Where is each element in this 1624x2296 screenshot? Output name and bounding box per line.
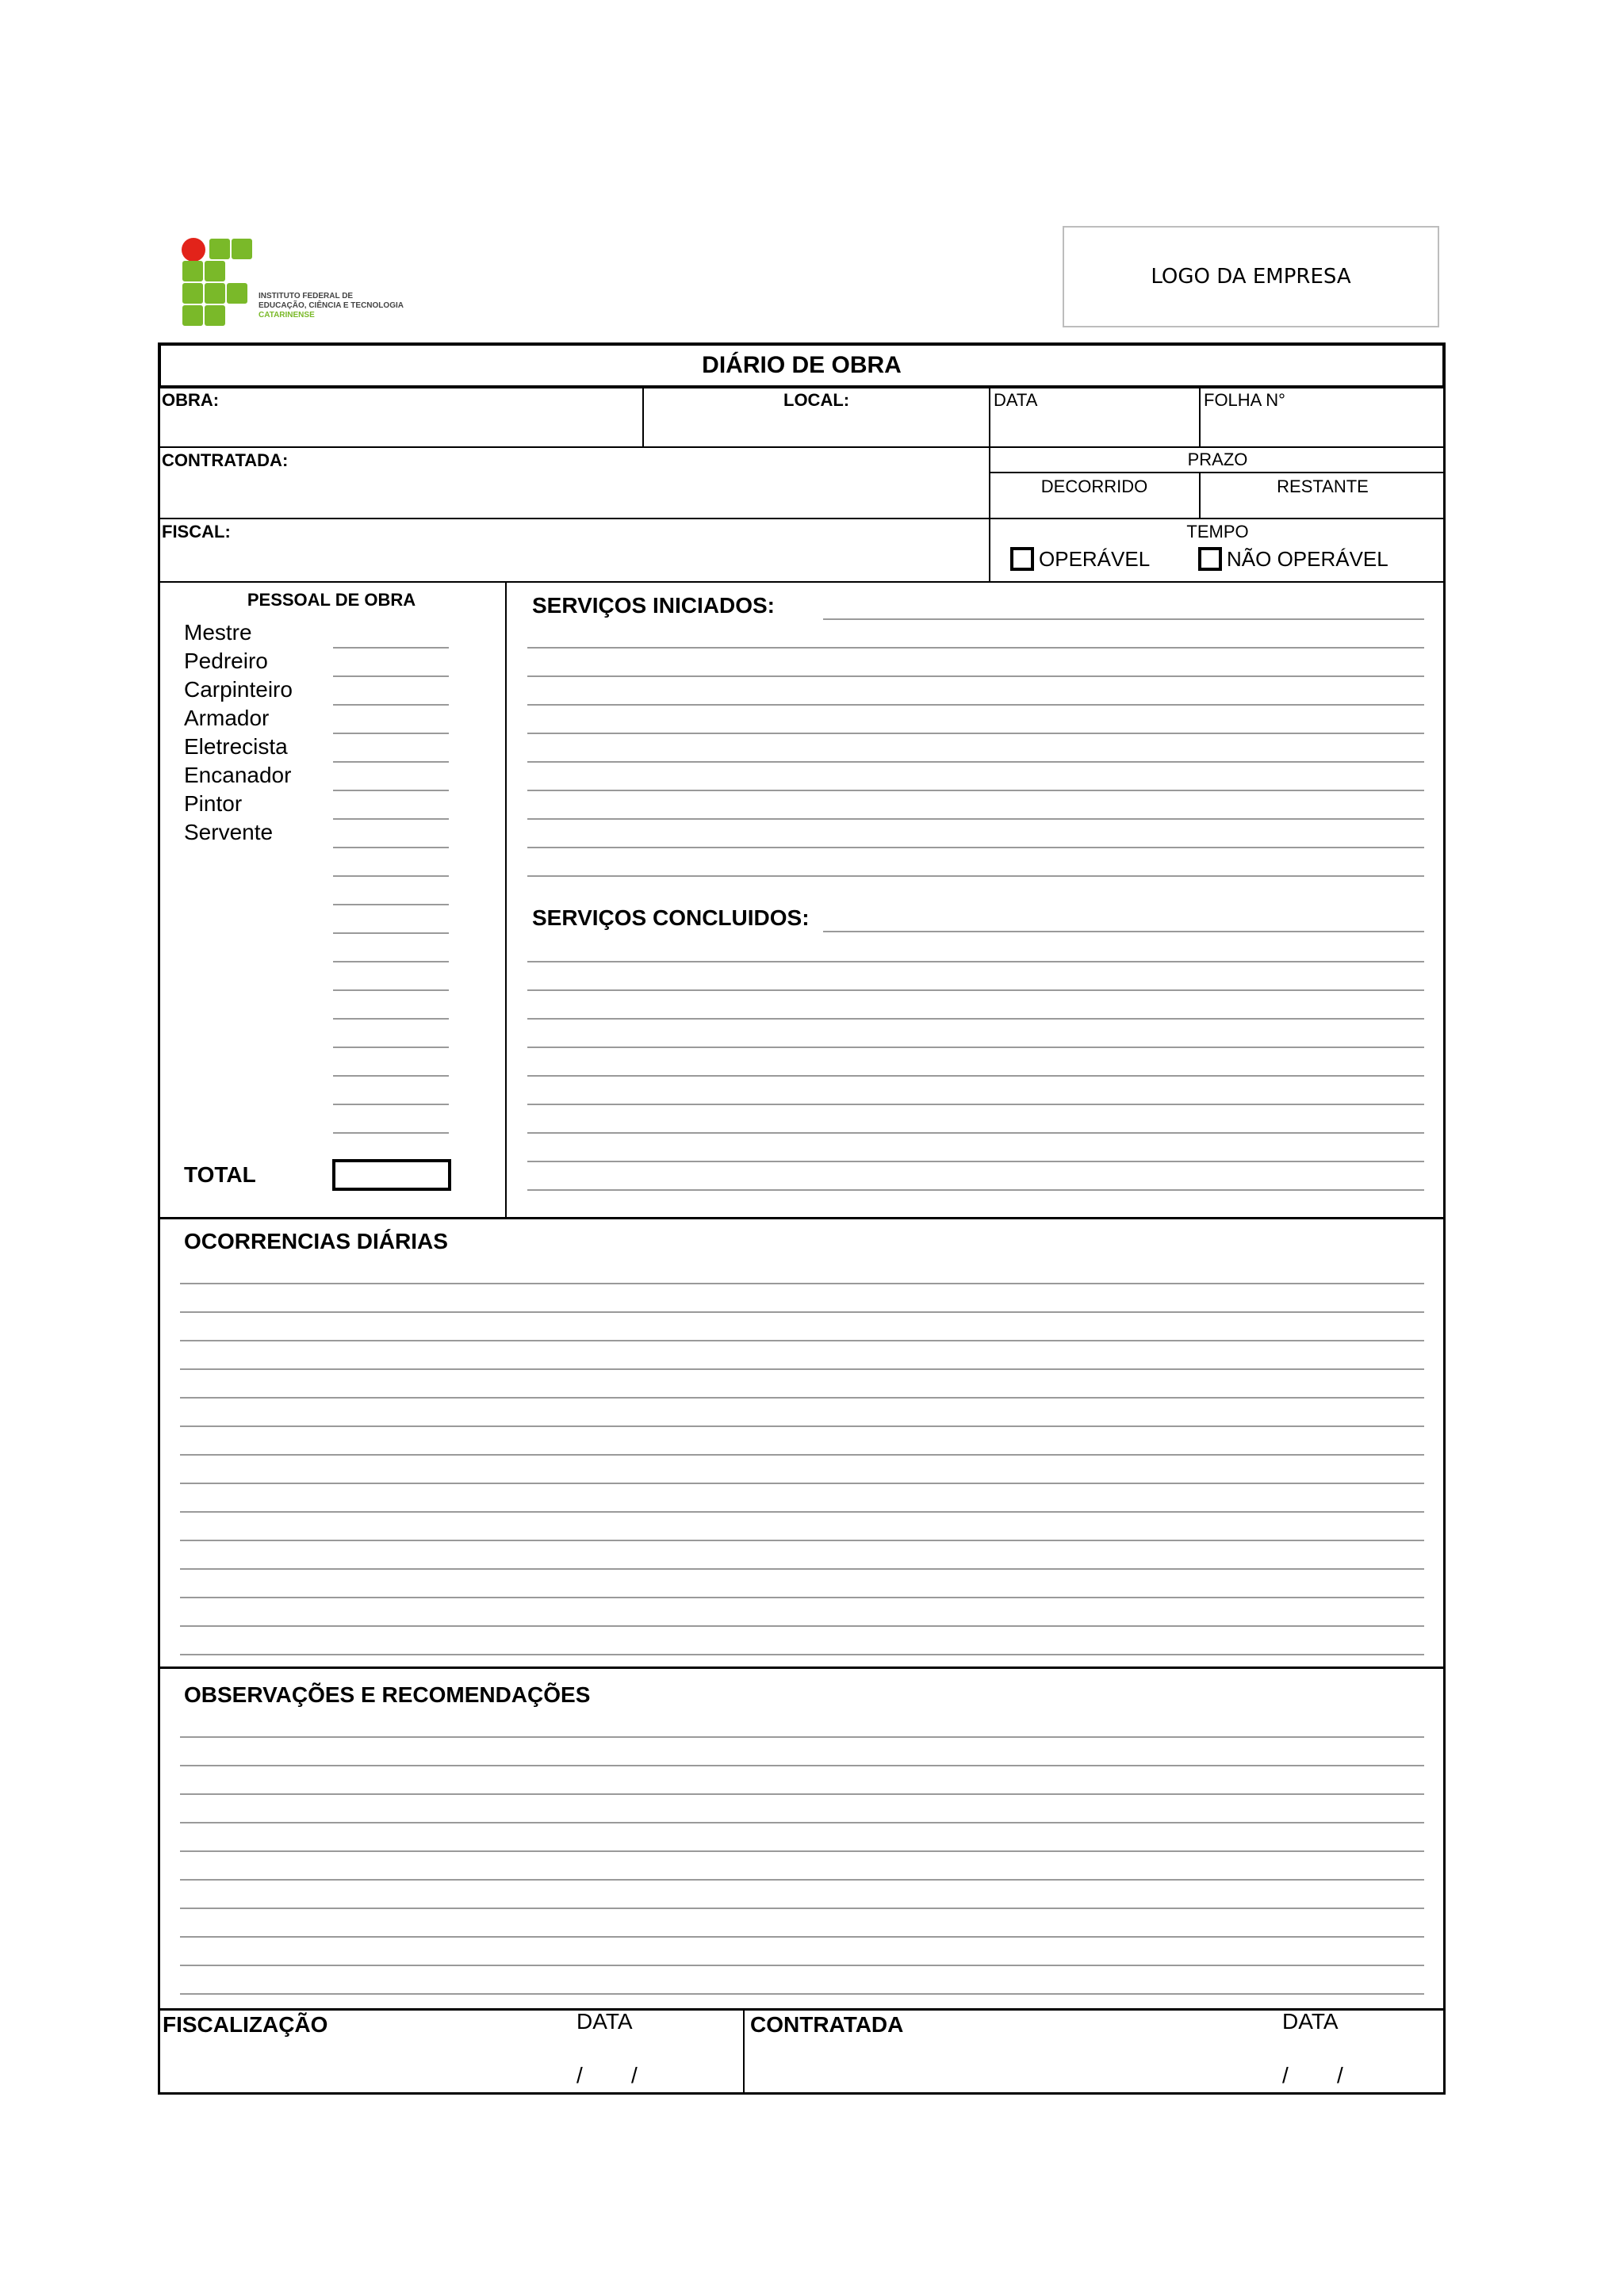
servicos-concluidos-line[interactable] (527, 1189, 1424, 1191)
decorrido-label: DECORRIDO (1040, 476, 1148, 496)
fiscalizacao-date-sep2: / (631, 2063, 638, 2087)
observacoes-title: OBSERVAÇÕES E RECOMENDAÇÕES (184, 1682, 591, 1707)
institute-logo (181, 236, 435, 330)
institute-name-line1: INSTITUTO FEDERAL DE (259, 292, 354, 300)
pessoal-line[interactable] (333, 647, 449, 649)
total-label: TOTAL (184, 1162, 256, 1187)
role-armador: Armador (184, 706, 270, 730)
role-carpinteiro: Carpinteiro (184, 677, 293, 702)
servicos-iniciados-line[interactable] (527, 761, 1424, 763)
pessoal-line[interactable] (333, 961, 449, 962)
observacoes-line[interactable] (180, 1965, 1424, 1966)
restante-label: RESTANTE (1277, 476, 1369, 496)
ocorrencias-line[interactable] (180, 1397, 1424, 1399)
data-label: DATA (994, 390, 1038, 410)
pessoal-line[interactable] (333, 818, 449, 820)
role-pedreiro: Pedreiro (184, 649, 268, 673)
pessoal-line[interactable] (333, 761, 449, 763)
pessoal-roles (184, 618, 293, 847)
servicos-iniciados-line[interactable] (527, 675, 1424, 677)
observacoes-line[interactable] (180, 1936, 1424, 1938)
form-title: DIÁRIO DE OBRA (702, 352, 902, 378)
servicos-concluidos-line[interactable] (527, 1018, 1424, 1020)
nao-operavel-label: NÃO OPERÁVEL (1227, 547, 1388, 571)
servicos-concluidos-line[interactable] (527, 1161, 1424, 1162)
institute-name-line2: EDUCAÇÃO, CIÊNCIA E TECNOLOGIA (259, 301, 404, 310)
ocorrencias-line[interactable] (180, 1654, 1424, 1655)
pessoal-line[interactable] (333, 704, 449, 706)
servicos-iniciados-line[interactable] (527, 704, 1424, 706)
servicos-iniciados-line[interactable] (823, 618, 1424, 620)
folha-field[interactable] (1204, 412, 1442, 444)
observacoes-line[interactable] (180, 1879, 1424, 1881)
servicos-iniciados-line[interactable] (527, 790, 1424, 791)
fiscalizacao-signature-field[interactable] (163, 2045, 559, 2090)
ocorrencias-title: OCORRENCIAS DIÁRIAS (184, 1229, 448, 1253)
local-label: LOCAL: (783, 390, 850, 410)
servicos-iniciados-line[interactable] (527, 875, 1424, 877)
company-logo-placeholder: LOGO DA EMPRESA (1151, 265, 1351, 289)
pessoal-line[interactable] (333, 989, 449, 991)
role-eletrecista: Eletrecista (184, 734, 288, 759)
data-field[interactable] (994, 412, 1196, 444)
folha-label: FOLHA N° (1204, 390, 1285, 410)
operavel-label: OPERÁVEL (1039, 547, 1151, 571)
operavel-checkbox[interactable] (1010, 547, 1034, 571)
fiscalizacao-label: FISCALIZAÇÃO (163, 2012, 328, 2037)
contratada-signature-field[interactable] (750, 2045, 1258, 2090)
pessoal-line[interactable] (333, 904, 449, 905)
ocorrencias-line[interactable] (180, 1454, 1424, 1456)
nao-operavel-checkbox[interactable] (1198, 547, 1222, 571)
servicos-iniciados-line[interactable] (527, 733, 1424, 734)
servicos-concluidos-line[interactable] (527, 1075, 1424, 1077)
ocorrencias-line[interactable] (180, 1340, 1424, 1341)
servicos-iniciados-line[interactable] (527, 647, 1424, 649)
contratada-label: CONTRATADA: (162, 450, 289, 470)
ocorrencias-line[interactable] (180, 1568, 1424, 1570)
pessoal-line[interactable] (333, 1132, 449, 1134)
ocorrencias-line[interactable] (180, 1597, 1424, 1598)
ocorrencias-line[interactable] (180, 1511, 1424, 1513)
fiscalizacao-data-label: DATA (576, 2009, 633, 2034)
servicos-iniciados-line[interactable] (527, 847, 1424, 848)
obra-field[interactable] (162, 412, 638, 444)
ocorrencias-line[interactable] (180, 1368, 1424, 1370)
servicos-iniciados-label: SERVIÇOS INICIADOS: (532, 593, 775, 618)
ocorrencias-line[interactable] (180, 1283, 1424, 1284)
fiscal-label: FISCAL: (162, 522, 231, 541)
observacoes-line[interactable] (180, 1993, 1424, 1995)
observacoes-line[interactable] (180, 1736, 1424, 1738)
pessoal-line[interactable] (333, 1075, 449, 1077)
servicos-concluidos-line[interactable] (527, 961, 1424, 962)
pessoal-line[interactable] (333, 1104, 449, 1105)
institute-name-line3: CATARINENSE (259, 311, 315, 320)
institute-logo-mark (181, 236, 252, 330)
observacoes-line[interactable] (180, 1822, 1424, 1823)
pessoal-line[interactable] (333, 932, 449, 934)
observacoes-line[interactable] (180, 1765, 1424, 1766)
contratada-date-sep1: / (1282, 2063, 1289, 2087)
servicos-concluidos-line[interactable] (527, 1132, 1424, 1134)
ocorrencias-line[interactable] (180, 1625, 1424, 1627)
servicos-concluidos-label: SERVIÇOS CONCLUIDOS: (532, 905, 810, 930)
tempo-label: TEMPO (1186, 522, 1249, 541)
pessoal-line[interactable] (333, 675, 449, 677)
pessoal-line[interactable] (333, 1047, 449, 1048)
ocorrencias-line[interactable] (180, 1483, 1424, 1484)
contratada-signature-label: CONTRATADA (750, 2012, 904, 2037)
ocorrencias-line[interactable] (180, 1311, 1424, 1313)
company-logo-box (1063, 226, 1439, 327)
servicos-concluidos-line[interactable] (823, 931, 1424, 932)
ocorrencias-line[interactable] (180, 1425, 1424, 1427)
servicos-concluidos-line[interactable] (527, 1047, 1424, 1048)
servicos-concluidos-line[interactable] (527, 989, 1424, 991)
contratada-date-sep2: / (1337, 2063, 1343, 2087)
ocorrencias-line[interactable] (180, 1540, 1424, 1541)
role-servente: Servente (184, 820, 274, 844)
contratada-field[interactable] (162, 473, 982, 515)
role-pintor: Pintor (184, 791, 243, 816)
fiscal-field[interactable] (162, 544, 982, 579)
title-box (158, 342, 1446, 388)
observacoes-line[interactable] (180, 1908, 1424, 1909)
observacoes-line[interactable] (180, 1793, 1424, 1795)
pessoal-title: PESSOAL DE OBRA (247, 590, 416, 610)
total-field[interactable] (332, 1159, 451, 1191)
prazo-label: PRAZO (1187, 450, 1248, 469)
pessoal-line[interactable] (333, 733, 449, 734)
pessoal-line[interactable] (333, 790, 449, 791)
obra-label: OBRA: (162, 390, 220, 410)
contratada-data-label: DATA (1282, 2009, 1339, 2034)
fiscalizacao-date-sep1: / (576, 2063, 583, 2087)
observacoes-line[interactable] (180, 1850, 1424, 1852)
local-field[interactable] (647, 412, 984, 444)
servicos-iniciados-line[interactable] (527, 818, 1424, 820)
pessoal-line[interactable] (333, 875, 449, 877)
pessoal-line[interactable] (333, 847, 449, 848)
pessoal-line[interactable] (333, 1018, 449, 1020)
role-mestre: Mestre (184, 620, 252, 645)
servicos-concluidos-line[interactable] (527, 1104, 1424, 1105)
role-encanador: Encanador (184, 763, 292, 787)
